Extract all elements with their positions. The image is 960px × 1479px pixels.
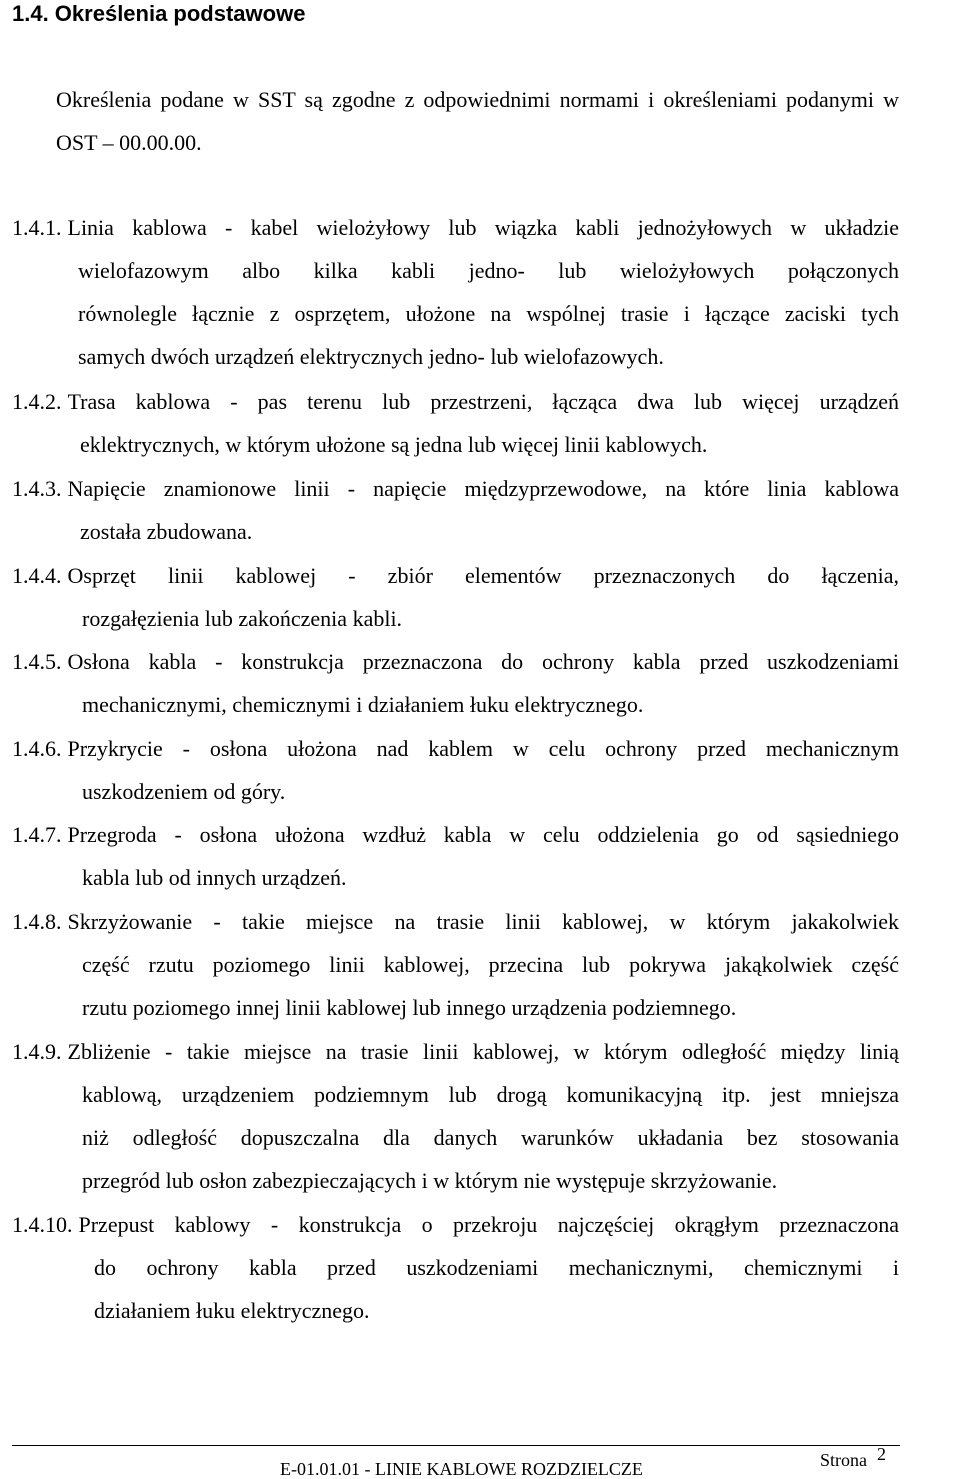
definition-line: rozgałęzienia lub zakończenia kabli. (82, 606, 403, 631)
definition-item (12, 813, 899, 899)
definition-line: Skrzyżowanie - takie miejsce na trasie linii kablowej, w którym jakakolwiek (67, 909, 899, 934)
definition-line: Osprzęt linii kablowej - zbiór elementów przeznaczonych do łączenia, (67, 563, 899, 588)
definition-line: działaniem łuku elektrycznego. (94, 1298, 370, 1323)
definition-line: równolegle łącznie z osprzętem, ułożone na wspólnej trasie i łączące zaciski tych (78, 301, 899, 326)
definition-line: uszkodzeniem od góry. (82, 779, 286, 804)
definition-number: 1.4.8. (12, 909, 62, 934)
definition-line: Przegroda - osłona ułożona wzdłuż kabla w celu oddzielenia go od sąsiedniego (67, 822, 899, 847)
definition-item (12, 467, 899, 553)
definition-number: 1.4.4. (12, 563, 62, 588)
definition-line: rzutu poziomego innej linii kablowej lub innego urządzenia podziemnego. (82, 995, 737, 1020)
definition-line: kabla lub od innych urządzeń. (82, 865, 347, 890)
definition-line: Napięcie znamionowe linii - napięcie międzyprzewodowe, na które linia kablowa (67, 476, 899, 501)
definition-line: samych dwóch urządzeń elektrycznych jedno- lub wielofazowych. (78, 344, 664, 369)
definition-line: do ochrony kabla przed uszkodzeniami mechanicznymi, chemicznymi i (94, 1255, 899, 1280)
definition-line: wielofazowym albo kilka kabli jedno- lub wielożyłowych połączonych (78, 258, 899, 283)
footer-page-number: 2 (877, 1444, 886, 1464)
definition-number: 1.4.3. (12, 476, 62, 501)
definition-item (12, 380, 899, 466)
definition-number: 1.4.2. (12, 389, 62, 414)
definition-line: Zbliżenie - takie miejsce na trasie linii kablowej, w którym odległość między linią (67, 1039, 899, 1064)
definition-line: Trasa kablowa - pas terenu lub przestrzeni, łącząca dwa lub więcej urządzeń (67, 389, 899, 414)
definition-item (12, 900, 899, 1029)
definition-number: 1.4.5. (12, 649, 62, 674)
definition-number: 1.4.6. (12, 736, 62, 761)
definition-line: część rzutu poziomego linii kablowej, przecina lub pokrywa jakąkolwiek część (82, 952, 899, 977)
definition-line: Osłona kabla - konstrukcja przeznaczona do ochrony kabla przed uszkodzeniami (67, 649, 899, 674)
footer-page-label: Strona (820, 1450, 867, 1470)
definition-line: przegród lub osłon zabezpieczających i w którym nie występuje skrzyżowanie. (82, 1168, 778, 1193)
definition-item (12, 1203, 899, 1332)
footer-divider (12, 1445, 900, 1446)
definition-line: Przepust kablowy - konstrukcja o przekroju najczęściej okrągłym przeznaczona (78, 1212, 899, 1237)
definition-item (12, 554, 899, 640)
intro-paragraph: Określenia podane w SST są zgodne z odpowiednimi normami i określeniami podanymi w OST – 00.00.00. (56, 87, 899, 155)
definition-line: kablową, urządzeniem podziemnym lub drogą komunikacyjną itp. jest mniejsza (82, 1082, 899, 1107)
definition-item (12, 206, 899, 378)
footer-document-title: E-01.01.01 - LINIE KABLOWE ROZDZIELCZE (280, 1459, 643, 1479)
definition-number: 1.4.7. (12, 822, 62, 847)
definition-item (12, 640, 899, 726)
footer-page-indicator (820, 1444, 886, 1472)
definition-line: mechanicznymi, chemicznymi i działaniem łuku elektrycznego. (82, 692, 644, 717)
definition-line: Linia kablowa - kabel wielożyłowy lub wiązka kabli jednożyłowych w układzie (67, 215, 899, 240)
definition-line: została zbudowana. (80, 519, 253, 544)
definition-line: niż odległość dopuszczalna dla danych warunków układania bez stosowania (82, 1125, 899, 1150)
definition-item (12, 727, 899, 813)
definition-line: Przykrycie - osłona ułożona nad kablem w celu ochrony przed mechanicznym (67, 736, 899, 761)
definition-number: 1.4.9. (12, 1039, 62, 1064)
definition-number: 1.4.1. (12, 215, 62, 240)
section-heading: 1.4. Określenia podstawowe (12, 1, 306, 26)
definition-line: eklektrycznych, w którym ułożone są jedna lub więcej linii kablowych. (80, 432, 708, 457)
definition-number: 1.4.10. (12, 1212, 73, 1237)
definition-item (12, 1030, 899, 1202)
